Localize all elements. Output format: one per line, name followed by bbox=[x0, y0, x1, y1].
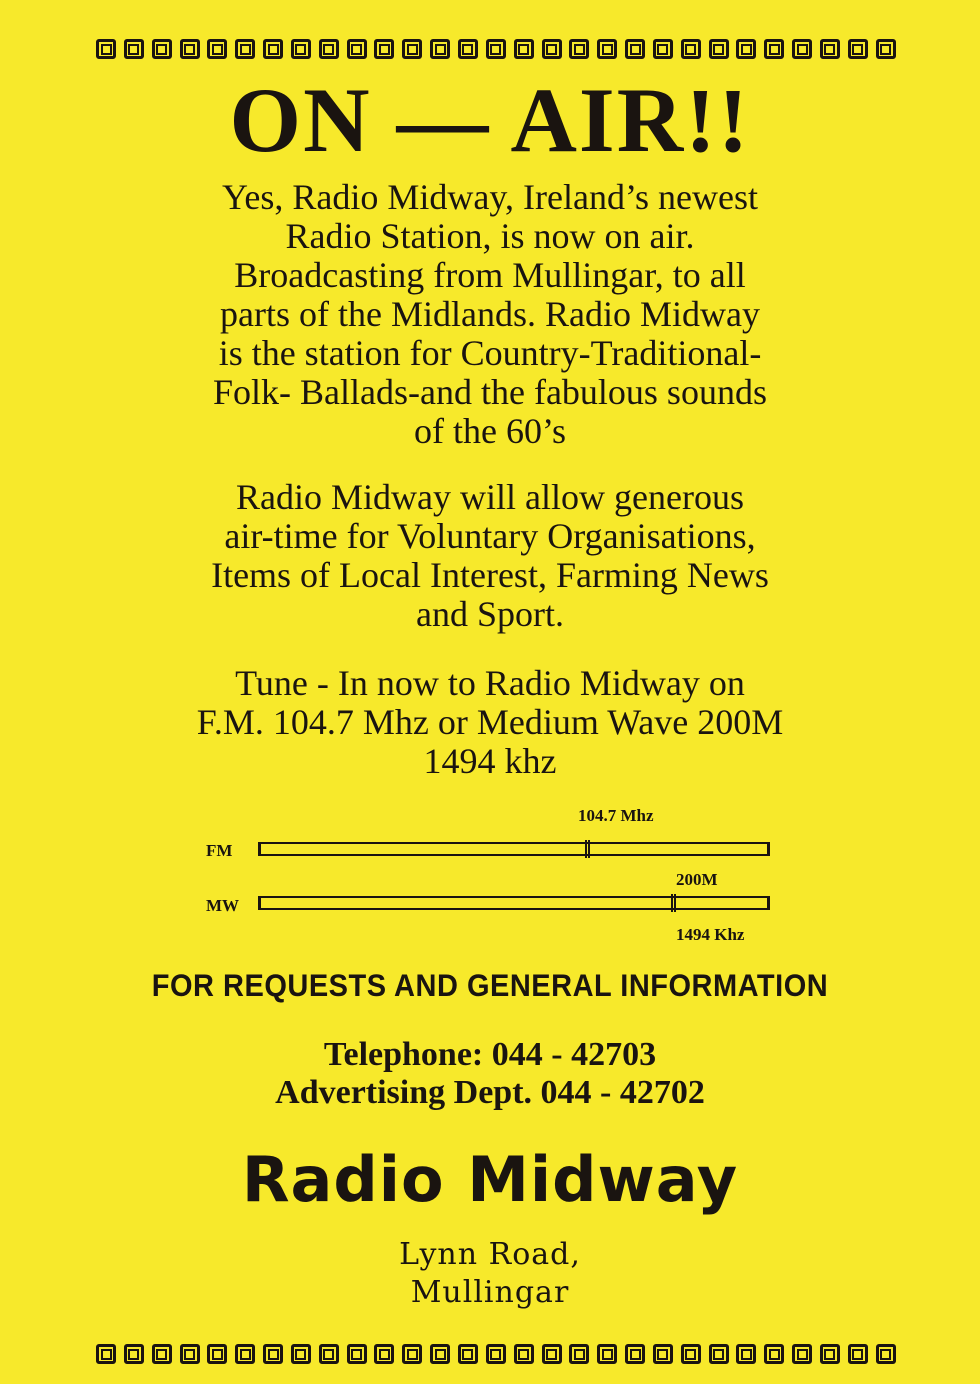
advertising-number: Advertising Dept. 044 - 42702 bbox=[275, 1074, 705, 1111]
ornament-square bbox=[709, 39, 729, 59]
ornament-square bbox=[514, 39, 534, 59]
ornament-square bbox=[374, 1344, 394, 1364]
ornament-square bbox=[180, 39, 200, 59]
mw-frequency-label: 1494 Khz bbox=[676, 925, 745, 944]
bottom-ornament-border bbox=[96, 1344, 896, 1368]
ornament-square bbox=[681, 39, 701, 59]
telephone-number: Telephone: 044 - 42703 bbox=[323, 1036, 657, 1073]
ornament-square bbox=[486, 39, 506, 59]
mw-dial-marker bbox=[671, 894, 676, 912]
ornament-square bbox=[764, 39, 784, 59]
fm-band-label: FM bbox=[206, 841, 233, 860]
ornament-square bbox=[542, 1344, 562, 1364]
ornament-square bbox=[514, 1344, 534, 1364]
ornament-square bbox=[876, 1344, 896, 1364]
ornament-square bbox=[820, 39, 840, 59]
ornament-square bbox=[458, 1344, 478, 1364]
ornament-square bbox=[235, 39, 255, 59]
intro-line: of the 60’s bbox=[414, 411, 566, 451]
ornament-square bbox=[876, 39, 896, 59]
ornament-square bbox=[486, 1344, 506, 1364]
address-line: Mullingar bbox=[410, 1275, 570, 1310]
ornament-square bbox=[263, 1344, 283, 1364]
ornament-square bbox=[736, 39, 756, 59]
ornament-square bbox=[625, 1344, 645, 1364]
ornament-square bbox=[347, 1344, 367, 1364]
ornament-square bbox=[263, 39, 283, 59]
ornament-square bbox=[291, 1344, 311, 1364]
mw-dial-scale bbox=[258, 896, 770, 910]
airtime-line: Items of Local Interest, Farming News bbox=[211, 555, 769, 595]
ornament-square bbox=[653, 39, 673, 59]
ornament-square bbox=[96, 39, 116, 59]
station-name: Radio Midway bbox=[241, 1143, 739, 1216]
intro-line: Yes, Radio Midway, Ireland’s newest bbox=[222, 177, 758, 217]
ornament-square bbox=[347, 39, 367, 59]
contact-details bbox=[0, 1036, 980, 1112]
ornament-square bbox=[96, 1344, 116, 1364]
ornament-square bbox=[430, 1344, 450, 1364]
ornament-square bbox=[291, 39, 311, 59]
tune-line: F.M. 104.7 Mhz or Medium Wave 200M bbox=[196, 702, 784, 742]
ornament-square bbox=[235, 1344, 255, 1364]
airtime-line: and Sport. bbox=[416, 594, 564, 634]
mw-wavelength-label: 200M bbox=[676, 870, 718, 889]
fm-dial-marker bbox=[585, 840, 590, 858]
ornament-square bbox=[709, 1344, 729, 1364]
ornament-square bbox=[597, 1344, 617, 1364]
ornament-square bbox=[152, 39, 172, 59]
ornament-square bbox=[319, 39, 339, 59]
airtime-paragraph bbox=[140, 478, 840, 634]
ornament-square bbox=[542, 39, 562, 59]
airtime-line: air-time for Voluntary Organisations, bbox=[224, 516, 756, 556]
ornament-square bbox=[681, 1344, 701, 1364]
intro-line: Folk- Ballads-and the fabulous sounds bbox=[213, 372, 767, 412]
ornament-square bbox=[402, 1344, 422, 1364]
mw-band-label: MW bbox=[206, 896, 240, 915]
tune-line: 1494 khz bbox=[423, 741, 557, 781]
requests-heading: FOR REQUESTS AND GENERAL INFORMATION bbox=[151, 968, 829, 1004]
ornament-square bbox=[792, 39, 812, 59]
ornament-square bbox=[402, 39, 422, 59]
intro-line: parts of the Midlands. Radio Midway bbox=[220, 294, 760, 334]
ornament-square bbox=[374, 39, 394, 59]
fm-frequency-label: 104.7 Mhz bbox=[578, 806, 654, 825]
ornament-square bbox=[848, 1344, 868, 1364]
ornament-square bbox=[207, 1344, 227, 1364]
ornament-square bbox=[124, 39, 144, 59]
ornament-square bbox=[152, 1344, 172, 1364]
station-address bbox=[0, 1236, 980, 1312]
headline: ON — AIR!! bbox=[229, 69, 751, 171]
ornament-square bbox=[736, 1344, 756, 1364]
ornament-square bbox=[124, 1344, 144, 1364]
intro-line: Broadcasting from Mullingar, to all bbox=[234, 255, 746, 295]
ornament-square bbox=[207, 39, 227, 59]
ornament-square bbox=[319, 1344, 339, 1364]
ornament-square bbox=[653, 1344, 673, 1364]
ornament-square bbox=[430, 39, 450, 59]
intro-line: is the station for Country-Traditional- bbox=[218, 333, 762, 373]
ornament-square bbox=[848, 39, 868, 59]
ornament-square bbox=[180, 1344, 200, 1364]
ornament-square bbox=[458, 39, 478, 59]
address-line: Lynn Road, bbox=[399, 1237, 581, 1272]
ornament-square bbox=[597, 39, 617, 59]
tune-line: Tune - In now to Radio Midway on bbox=[235, 663, 745, 703]
ornament-square bbox=[569, 39, 589, 59]
top-ornament-border bbox=[96, 39, 896, 63]
ornament-square bbox=[569, 1344, 589, 1364]
ornament-square bbox=[820, 1344, 840, 1364]
intro-paragraph bbox=[140, 178, 840, 451]
intro-line: Radio Station, is now on air. bbox=[285, 216, 695, 256]
ornament-square bbox=[764, 1344, 784, 1364]
ornament-square bbox=[625, 39, 645, 59]
fm-dial-scale bbox=[258, 842, 770, 856]
airtime-line: Radio Midway will allow generous bbox=[236, 477, 744, 517]
ornament-square bbox=[792, 1344, 812, 1364]
tune-in-paragraph bbox=[140, 664, 840, 781]
